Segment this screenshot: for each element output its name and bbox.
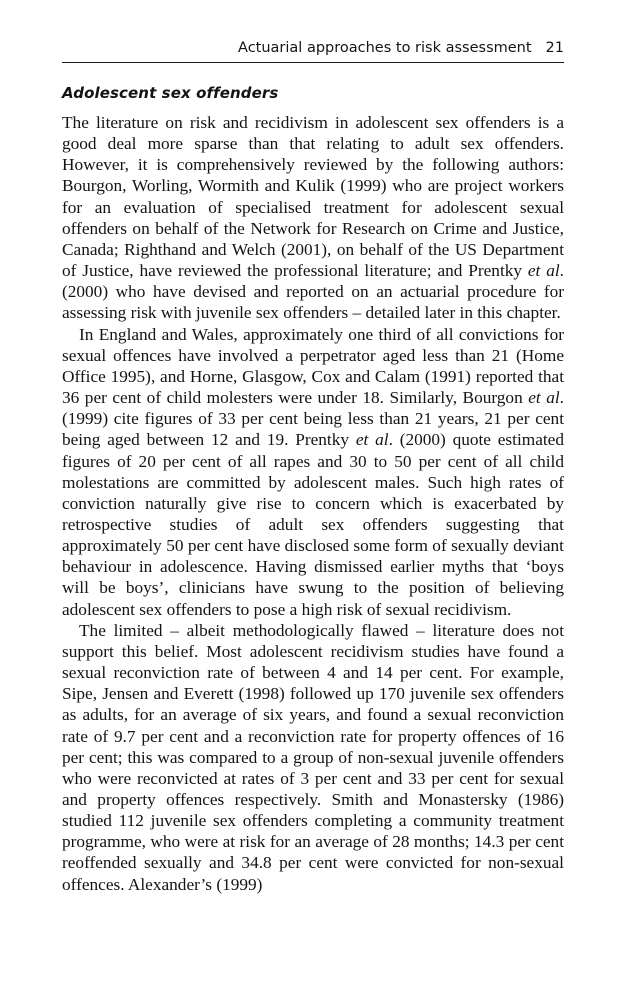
running-head — [62, 38, 564, 63]
paragraph-2-text-a: In England and Wales, approximately one third of all convictions for sexual offences have involved a perpetrator aged less than 21 (Home Office 1995), and Horne, Glasgow, Cox and Calam (1991) reported that 36 per cent of child molesters were under 18. Similarly, Bourgon — [62, 324, 564, 408]
et-al-italic: et al — [527, 261, 560, 281]
body-text — [62, 112, 564, 895]
paragraph-2 — [62, 324, 564, 620]
paragraph-1-text-b: . (2000) who have devised and reported on an actuarial procedure for assessing risk with juvenile sex offenders – detailed later in this chapter. — [62, 261, 564, 323]
paragraph-3 — [62, 620, 564, 895]
et-al-italic: et al — [528, 388, 560, 408]
running-head-title: Actuarial approaches to risk assessment — [238, 40, 532, 56]
et-al-italic: et al — [355, 430, 389, 450]
paragraph-1 — [62, 112, 564, 324]
book-page — [62, 38, 564, 895]
paragraph-2-text-c: . (2000) quote estimated figures of 20 per cent of all rapes and 30 to 50 per cent of all child molestations are committed by adolescent males. Such high rates of conviction naturally give rise to concern which is exacerbated by retrospective studies of adult sex offenders suggesting that approximately 50 per cent have disclosed some form of sexually deviant behaviour in adolescence. Having dismissed earlier myths that ‘boys will be boys’, clinicians have swung to the position of believing adolescent sex offenders to pose a high risk of sexual recidivism. — [62, 430, 564, 619]
section-heading: Adolescent sex offenders — [62, 84, 279, 102]
paragraph-1-text-a: The literature on risk and recidivism in adolescent sex offenders is a good deal more sparse than that relating to adult sex offenders. However, it is comprehensively reviewed by the following authors: Bourgon, Worling, Wormith and Kulik (1999) who are project workers for an evaluation of specialised treatment for adolescent sexual offenders on behalf of the Network for Research on Crime and Justice, Canada; Righthand and Welch (2001), on behalf of the US Department of Justice, have reviewed the professional literature; and Prentky — [62, 113, 564, 281]
paragraph-3-text: The limited – albeit methodologically flawed – literature does not support this belief. Most adolescent recidivism studies have found a sexual reconviction rate of between 4 and 14 per cent. For example, Sipe, Jensen and Everett (1998) followed up 170 juvenile sex offenders as adults, for an average of six years, and found a sexual reconviction rate of 9.7 per cent and a reconviction rate for property offences of 16 per cent; this was compared to a group of non-sexual juvenile offenders who were reconvicted at rates of 3 per cent and 33 per cent for sexual and property offences respectively. Smith and Monastersky (1986) studied 112 juvenile sex offenders completing a community treatment programme, who were at risk for an average of 28 months; 14.3 per cent reoffended sexually and 34.8 per cent were convicted for non-sexual offences. Alexander’s (1999) — [62, 620, 564, 894]
page-number: 21 — [545, 40, 564, 56]
paragraph-2-text-b: . (1999) cite figures of 33 per cent being less than 21 years, 21 per cent being aged between 12 and 19. Prentky — [62, 388, 564, 450]
